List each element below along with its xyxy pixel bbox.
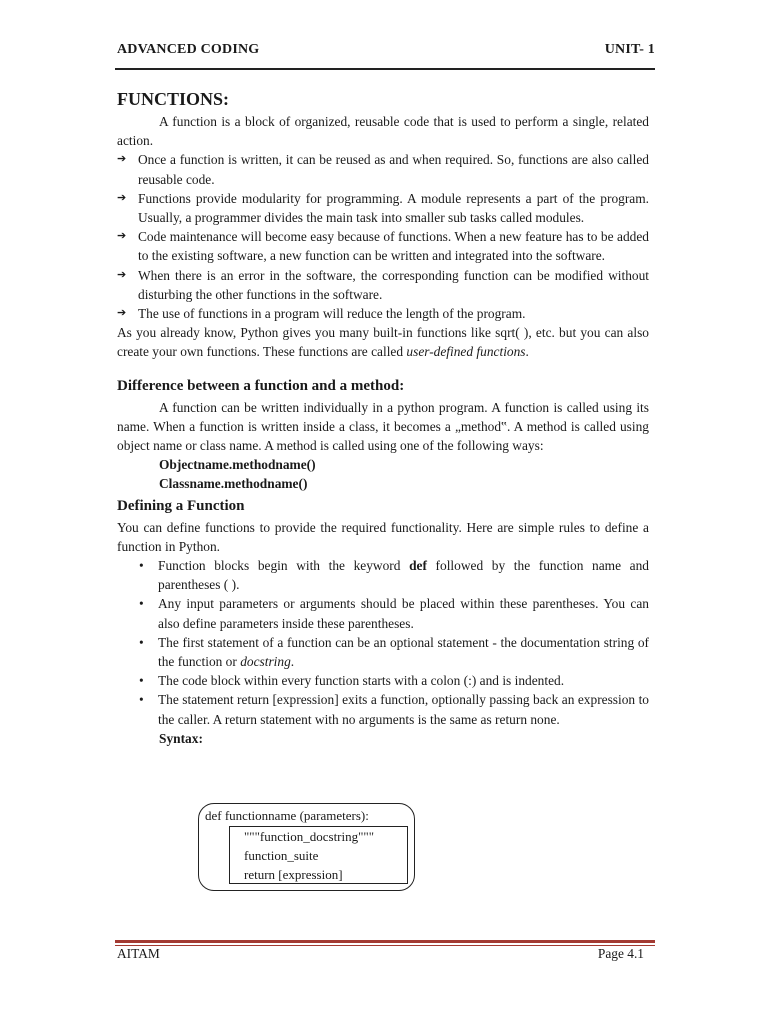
header-course-title: ADVANCED CODING xyxy=(117,42,260,57)
list-item: ➔ The use of functions in a program will reduce the length of the program. xyxy=(117,304,649,323)
functions-benefits-list xyxy=(117,150,649,323)
def-keyword: def xyxy=(409,558,427,574)
list-item: ➔ Once a function is written, it can be reused as and when required. So, functions are also called reusable code. xyxy=(117,152,649,187)
page-header xyxy=(117,42,655,64)
header-unit: UNIT- 1 xyxy=(604,42,655,57)
arrow-bullet-icon: ➔ xyxy=(117,191,127,204)
list-item: • Any input parameters or arguments should be placed within these parentheses. You can also define parameters inside these parentheses. xyxy=(139,596,649,631)
syntax-body-box xyxy=(229,826,408,884)
footer-rule-thin xyxy=(115,945,655,946)
section-title-defining: Defining a Function xyxy=(117,497,245,514)
section-title-difference: Difference between a function and a method: xyxy=(117,377,405,394)
footer-institution: AITAM xyxy=(117,946,160,961)
list-item: ➔ Code maintenance will become easy because of functions. When a new feature has to be added to the existing software, a new function can be written and integrated into the software. xyxy=(117,229,649,264)
list-item: ➔ When there is an error in the software, the corresponding function can be modified without disturbing the other functions in the software. xyxy=(117,267,649,302)
section-title-functions: FUNCTIONS: xyxy=(117,89,230,109)
list-item: ➔ Functions provide modularity for programming. A module represents a part of the program. Usually, a programmer divides the main task into smaller sub tasks called modules. xyxy=(117,190,649,226)
syntax-return: return [expression] xyxy=(244,867,343,882)
arrow-bullet-icon: ➔ xyxy=(117,153,127,166)
arrow-bullet-icon: ➔ xyxy=(117,307,127,320)
functions-intro: A function is a block of organized, reusable code that is used to perform a single, related action. xyxy=(117,114,649,149)
header-rule xyxy=(115,68,655,70)
page-content xyxy=(117,86,649,748)
arrow-bullet-icon: ➔ xyxy=(117,268,127,281)
code-objectname: Objectname.methodname() xyxy=(159,457,316,473)
difference-body: A function can be written individually in a python program. A function is called using its name. When a function is written inside a class, it becomes a „method‟. A method is called using object name or class name. A method is called using one of the following ways: xyxy=(117,399,649,454)
list-item: • Function blocks begin with the keyword def followed by the function name and parentheses ( ). xyxy=(139,558,649,593)
syntax-label: Syntax: xyxy=(159,730,203,746)
functions-closing: As you already know, Python gives you many built-in functions like sqrt( ), etc. but you can also create your own functions. These functions are called user-defined functions. xyxy=(117,325,649,360)
dot-bullet-icon: • xyxy=(139,692,144,708)
docstring-term: docstring xyxy=(240,654,291,670)
dot-bullet-icon: • xyxy=(139,634,144,650)
footer-page-number: Page 4.1 xyxy=(597,946,644,961)
dot-bullet-icon: • xyxy=(139,558,144,574)
arrow-bullet-icon: ➔ xyxy=(117,230,127,243)
list-item: • The code block within every function starts with a colon (:) and is indented. xyxy=(137,671,649,690)
syntax-suite: function_suite xyxy=(244,848,319,863)
user-defined-term: user-defined functions xyxy=(406,344,526,360)
defining-rules-list xyxy=(117,556,649,729)
code-classname: Classname.methodname() xyxy=(159,476,308,492)
syntax-def-line: def functionname (parameters): xyxy=(205,808,369,823)
dot-bullet-icon: • xyxy=(139,673,144,689)
syntax-box xyxy=(198,803,415,891)
syntax-docstring: """function_docstring""" xyxy=(244,829,375,844)
dot-bullet-icon: • xyxy=(139,596,144,612)
list-item: • The first statement of a function can be an optional statement - the documentation string of the function or docstring. xyxy=(139,634,649,670)
defining-intro: You can define functions to provide the required functionality. Here are simple rules to define a function in Python. xyxy=(117,519,649,554)
footer-rule-thick xyxy=(115,940,655,943)
list-item: • The statement return [expression] exits a function, optionally passing back an expression to the caller. A return statement with no arguments is the same as return none. xyxy=(139,692,649,727)
